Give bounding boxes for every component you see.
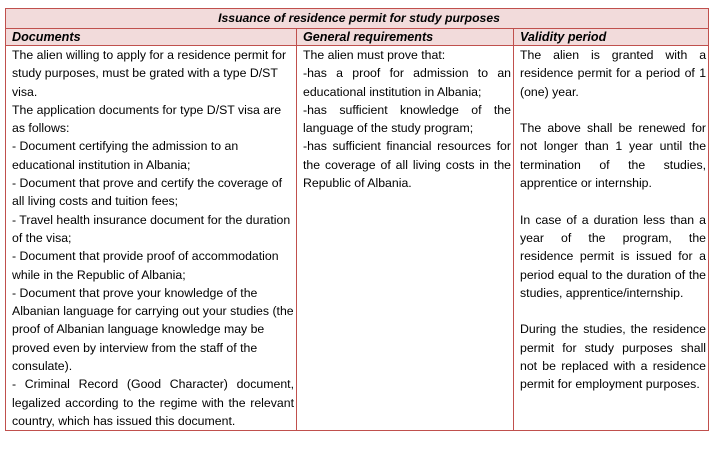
- title-row: [6, 9, 709, 29]
- documents-paragraph: The alien willing to apply for a residence permit for study purposes, must be grated with a type D/ST visa.: [12, 48, 287, 99]
- table-title: Issuance of residence permit for study purposes: [6, 9, 709, 29]
- content-row: [6, 46, 709, 431]
- documents-list-item: - Document that prove your knowledge of the Albanian language for carrying out your studies (the proof of Albanian language knowledge may be proved even by interview from the staff of the consulate).: [12, 285, 294, 374]
- general-requirement-item: -has sufficient knowledge of the language of the study program;: [303, 102, 511, 136]
- documents-list-item: - Criminal Record (Good Character) document, legalized according to the regime with the relevant country, which has issued this document.: [12, 377, 294, 428]
- header-row: [6, 29, 709, 46]
- header-documents: Documents: [6, 29, 297, 46]
- general-requirement-item: -has a proof for admission to an educational institution in Albania;: [303, 66, 511, 99]
- header-validity-period: Validity period: [514, 29, 709, 46]
- documents-cell: [6, 46, 297, 431]
- validity-paragraph: In case of a duration less than a year of the program, the residence permit is issued for a period equal to the duration of the studies, apprentice/internship.: [520, 212, 707, 300]
- validity-period-cell: [514, 46, 709, 431]
- documents-paragraph: The application documents for type D/ST visa are as follows:: [12, 102, 282, 136]
- general-requirement-item: The alien must prove that:: [303, 48, 446, 62]
- general-requirement-item: -has sufficient financial resources for the coverage of all living costs in the Republic of Albania.: [303, 139, 511, 191]
- documents-list-item: - Document that provide proof of accommodation while in the Republic of Albania;: [12, 249, 279, 282]
- validity-paragraph: During the studies, the residence permit for study purposes shall not be replaced with a residence permit for employment purposes.: [520, 322, 707, 392]
- header-general-requirements: General requirements: [297, 29, 514, 46]
- documents-list-item: - Document certifying the admission to an educational institution in Albania;: [12, 139, 239, 172]
- validity-paragraph: The alien is granted with a residence permit for a period of 1 (one) year.: [520, 48, 707, 99]
- documents-list-item: - Travel health insurance document for the duration of the visa;: [12, 212, 291, 245]
- documents-list-item: - Document that prove and certify the coverage of all living costs and tuition fees;: [12, 176, 282, 209]
- general-requirements-cell: [297, 46, 514, 431]
- validity-paragraph: The above shall be renewed for not longer than 1 year until the termination of the studies, apprentice or internship.: [520, 121, 707, 191]
- residence-permit-table: [5, 8, 709, 431]
